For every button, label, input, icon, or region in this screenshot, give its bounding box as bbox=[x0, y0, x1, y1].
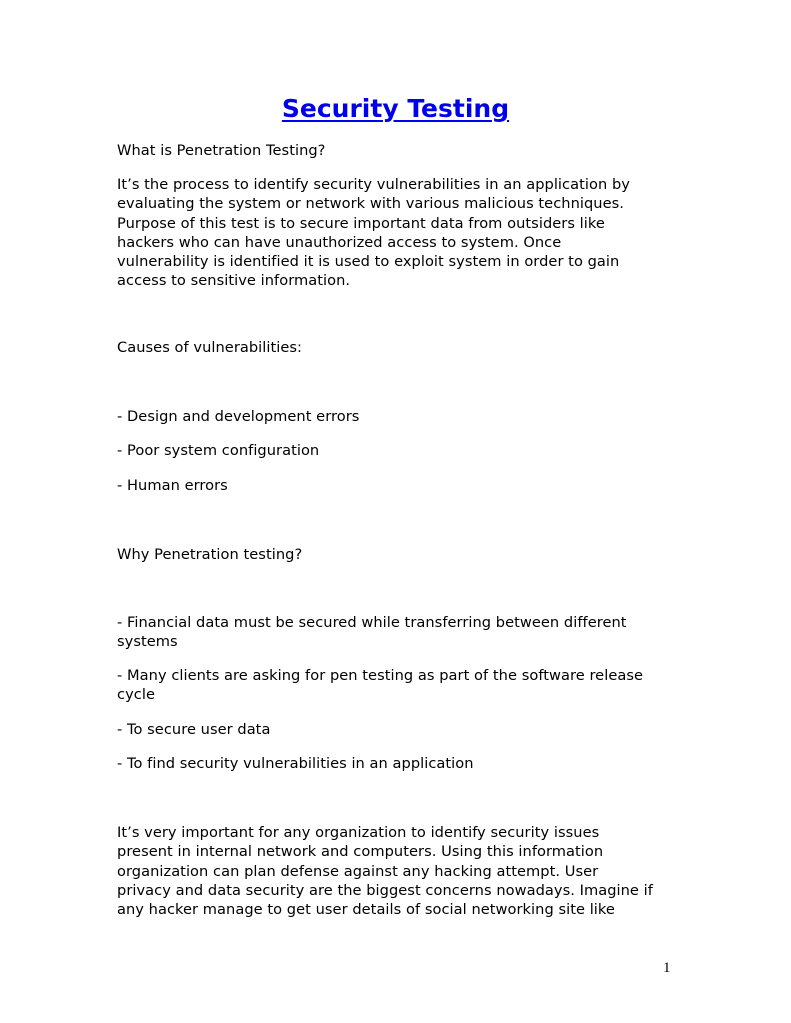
reason-item bbox=[117, 754, 692, 773]
intro-line: vulnerability is identified it is used to exploit system in order to gain bbox=[117, 253, 620, 271]
document-title[interactable]: Security Testing bbox=[281, 94, 510, 123]
intro-line: evaluating the system or network with various malicious techniques. bbox=[117, 195, 624, 213]
why-heading: Why Penetration testing? bbox=[117, 546, 303, 563]
intro-line: It’s the process to identify security vulnerabilities in an application by bbox=[117, 176, 630, 193]
intro-line: hackers who can have unauthorized access to system. Once bbox=[117, 233, 562, 251]
closing-paragraph bbox=[117, 823, 692, 919]
reason-line: - Financial data must be secured while transferring between different bbox=[117, 614, 627, 631]
question-what-is-pen-testing: What is Penetration Testing? bbox=[117, 142, 326, 159]
reason-item bbox=[117, 720, 692, 739]
intro-line: access to sensitive information. bbox=[117, 272, 351, 290]
closing-line: any hacker manage to get user details of social networking site like bbox=[117, 901, 615, 919]
reason-line: cycle bbox=[117, 686, 155, 704]
closing-line: privacy and data security are the biggest concerns nowadays. Imagine if bbox=[117, 881, 653, 899]
cause-item: - Poor system configuration bbox=[117, 442, 320, 459]
intro-paragraph bbox=[117, 175, 692, 291]
page-number: 1 bbox=[663, 960, 671, 976]
reason-item bbox=[117, 613, 692, 652]
closing-line: It’s very important for any organization to identify security issues bbox=[117, 824, 600, 841]
cause-item: - Design and development errors bbox=[117, 408, 360, 425]
closing-line: present in internal network and computers. Using this information bbox=[117, 843, 604, 861]
reason-item bbox=[117, 666, 692, 705]
causes-heading: Causes of vulnerabilities: bbox=[117, 339, 303, 356]
closing-line: organization can plan defense against any hacking attempt. User bbox=[117, 862, 599, 880]
reason-line: - To find security vulnerabilities in an application bbox=[117, 755, 474, 772]
reason-line: - To secure user data bbox=[117, 721, 271, 738]
cause-item: - Human errors bbox=[117, 477, 228, 494]
intro-line: Purpose of this test is to secure important data from outsiders like bbox=[117, 214, 605, 232]
reason-line: - Many clients are asking for pen testing as part of the software release bbox=[117, 667, 644, 684]
reason-line: systems bbox=[117, 633, 178, 651]
